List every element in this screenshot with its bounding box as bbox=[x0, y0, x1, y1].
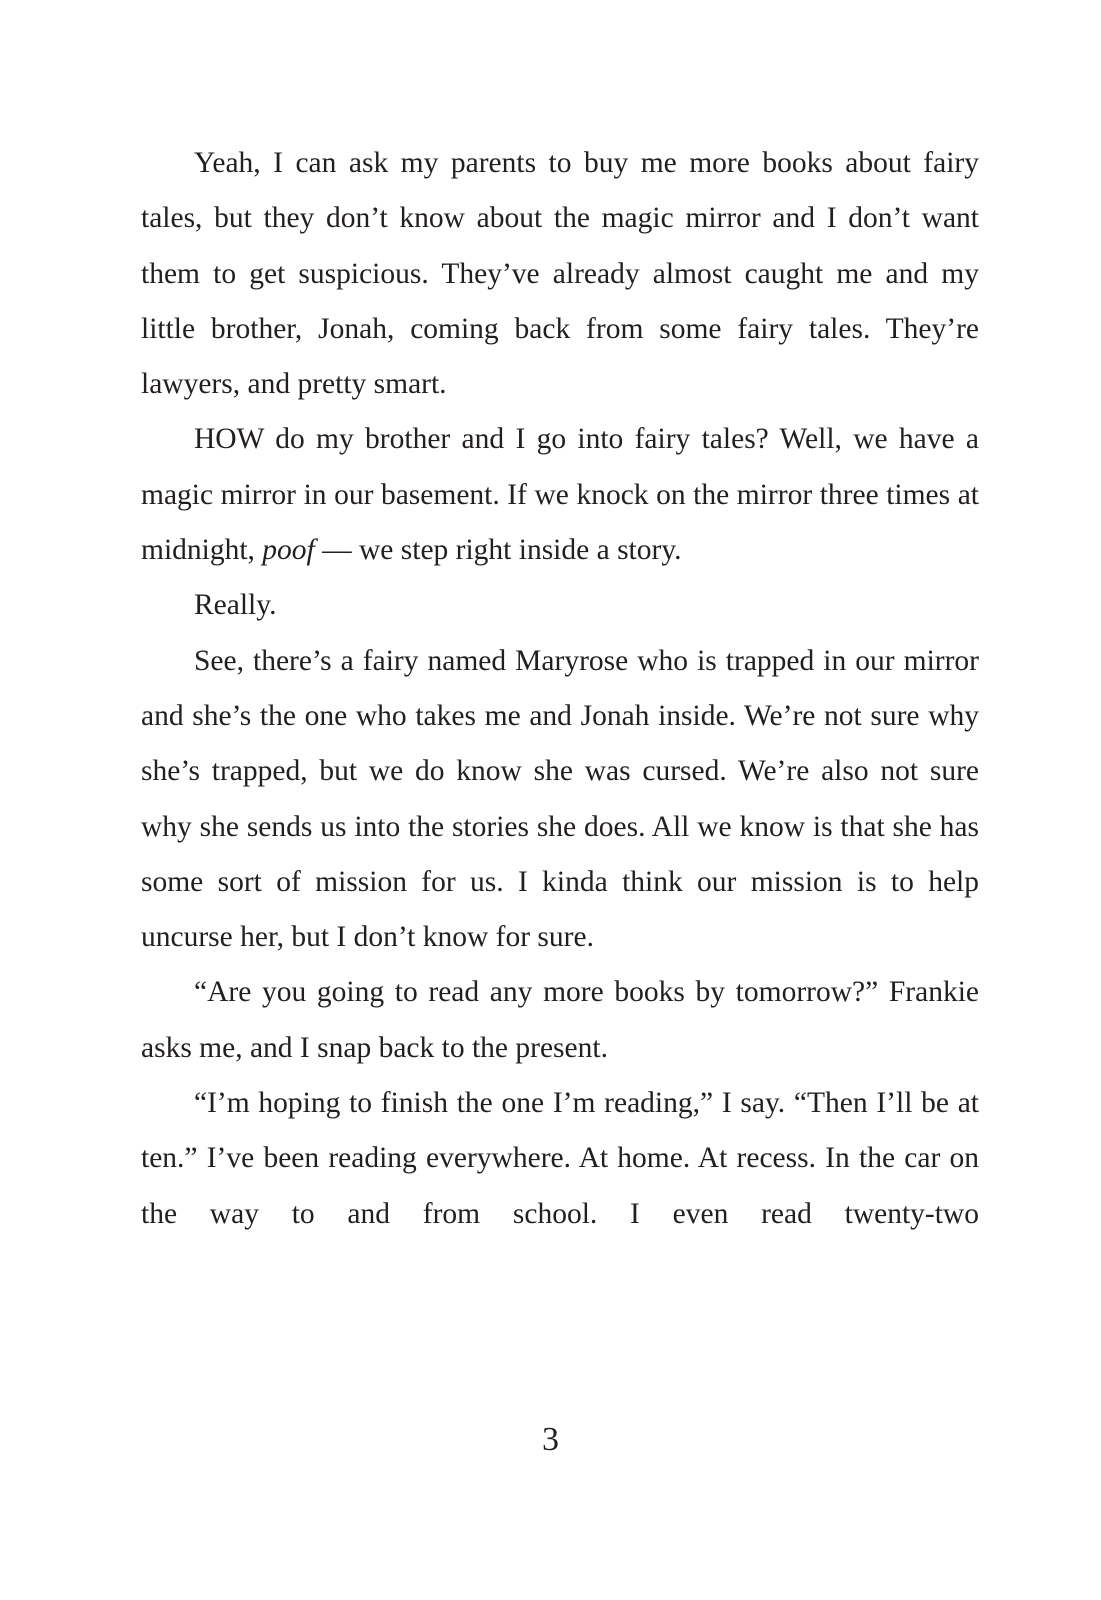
paragraph-3: Really. bbox=[194, 589, 277, 622]
page-number: 3 bbox=[542, 1421, 559, 1458]
paragraph-5: “Are you going to read any more books by tomorrow?” Frankie asks me, and I snap back to the present. bbox=[141, 976, 979, 1064]
page-body bbox=[141, 136, 979, 1242]
paragraph-2-before: HOW do my brother and I go into fairy tales? Well, we have a magic mirror in our basement. If we knock on the mirror three times at midnight, bbox=[141, 423, 979, 567]
paragraph-6: “I’m hoping to finish the one I’m reading,” I say. “Then I’ll be at ten.” I’ve been reading everywhere. At home. At recess. In the car on the way to and from school. I even read twenty-two bbox=[141, 1087, 979, 1230]
paragraph-2-after: — we step right inside a story. bbox=[314, 534, 682, 567]
paragraph-1: Yeah, I can ask my parents to buy me more books about fairy tales, but they don’t know about the magic mirror and I don’t want them to get suspicious. They’ve already almost caught me and my little brother, Jonah, coming back from some fairy tales. They’re lawyers, and pretty smart. bbox=[141, 147, 979, 401]
paragraph-2-emphasis: poof bbox=[262, 534, 315, 567]
paragraph-2 bbox=[141, 412, 979, 578]
paragraph-4: See, there’s a fairy named Maryrose who is trapped in our mirror and she’s the one who takes me and Jonah inside. We’re not sure why she’s trapped, but we do know she was cursed. We’re also not sure why she sends us into the stories she does. All we know is that she has some sort of mission for us. I kinda think our mission is to help uncurse her, but I don’t know for sure. bbox=[141, 644, 979, 954]
